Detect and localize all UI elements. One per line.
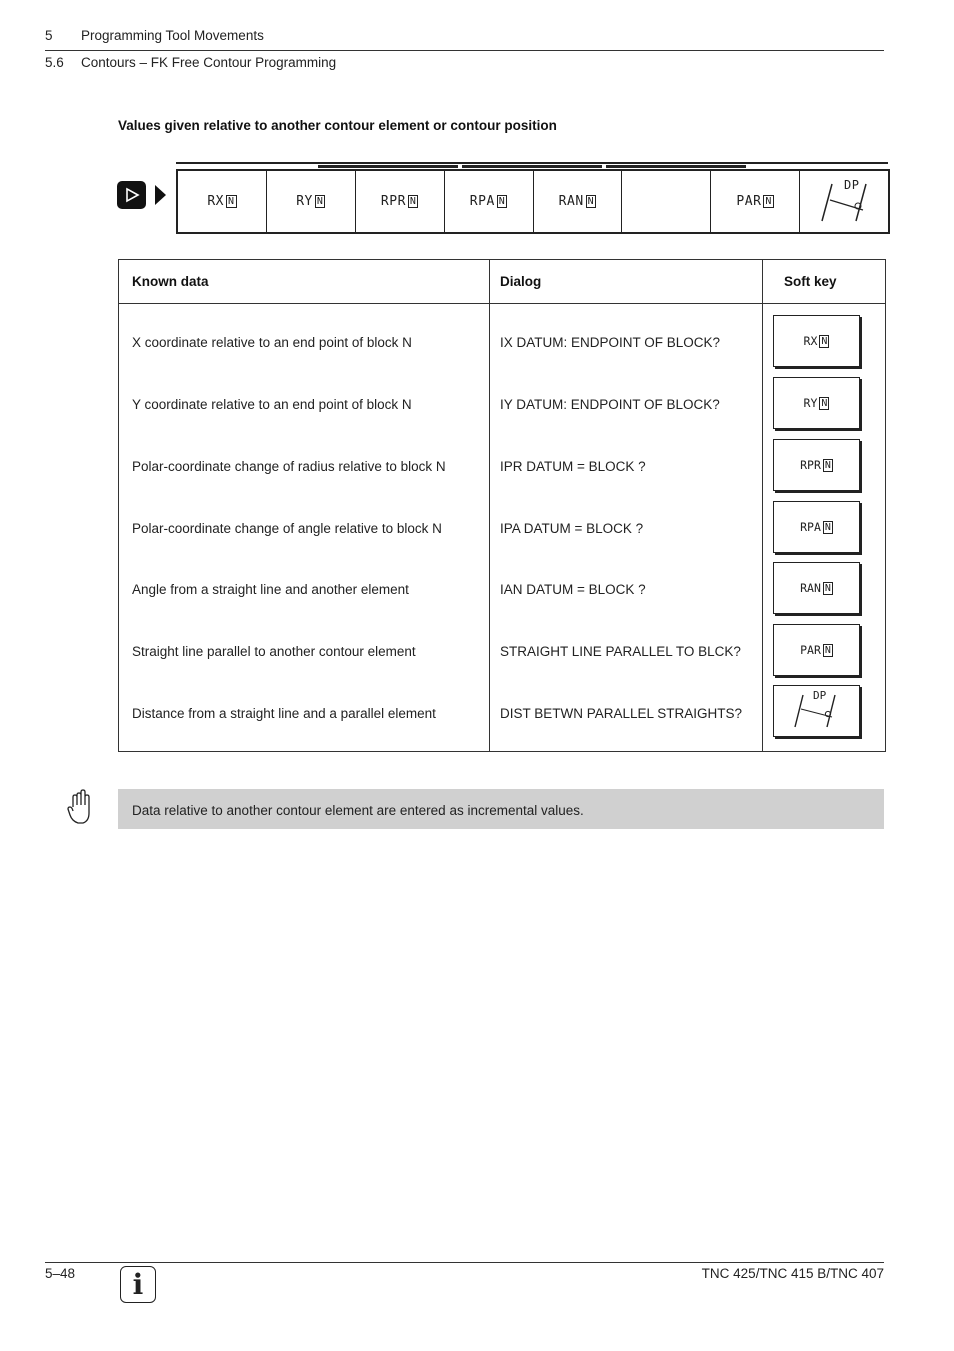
- softkey-dp[interactable]: [800, 171, 888, 232]
- softkey-n-box: N: [316, 196, 324, 207]
- softkey-ry[interactable]: [267, 171, 356, 232]
- softkey-ran[interactable]: [773, 562, 860, 614]
- note-text: Data relative to another contour element are entered as incremental values.: [132, 803, 584, 818]
- softkey-label: RAN: [558, 194, 584, 209]
- softkey-n-box: N: [765, 196, 772, 207]
- known-data-cell: X coordinate relative to an end point of block N: [132, 335, 412, 350]
- softkey-bar: [176, 162, 888, 232]
- note-box: [118, 789, 884, 829]
- softkey-label: RY: [803, 396, 818, 410]
- softkey-label: PAR: [736, 194, 762, 209]
- table-row: [119, 622, 885, 684]
- softkey-n-box: N: [821, 397, 828, 409]
- softkey-n-box: N: [228, 196, 235, 207]
- softkey-empty[interactable]: [622, 171, 711, 232]
- softkey-bar-topline: [176, 162, 888, 164]
- softkey-page-tab: [462, 165, 602, 168]
- arrow-right-icon: [155, 185, 166, 205]
- info-icon: i: [120, 1266, 156, 1303]
- softkey-rpa[interactable]: [445, 171, 534, 232]
- softkey-n-box: N: [824, 644, 831, 656]
- softkey-label: PAR: [800, 643, 821, 657]
- known-data-table: [118, 259, 886, 752]
- dialog-cell: IPA DATUM = BLOCK ?: [500, 521, 644, 536]
- softkey-ry[interactable]: [773, 377, 860, 429]
- play-button[interactable]: [117, 181, 146, 209]
- softkey-label: RY: [296, 194, 313, 209]
- softkey-n-box: N: [409, 196, 417, 207]
- dialog-cell: IX DATUM: ENDPOINT OF BLOCK?: [500, 335, 721, 350]
- softkey-rpr[interactable]: [773, 439, 860, 491]
- known-data-cell: Distance from a straight line and a parallel element: [132, 706, 436, 721]
- known-data-cell: Angle from a straight line and another element: [132, 582, 409, 597]
- dialog-cell: IY DATUM: ENDPOINT OF BLOCK?: [500, 397, 720, 412]
- softkey-label: RX: [803, 334, 818, 348]
- dialog-cell: IPR DATUM = BLOCK ?: [500, 459, 646, 474]
- softkey-rpr[interactable]: [356, 171, 445, 232]
- softkey-rpa[interactable]: [773, 501, 860, 553]
- header-divider: [45, 50, 884, 51]
- header-soft-key: Soft key: [784, 274, 837, 289]
- softkey-label: RPA: [469, 194, 495, 209]
- parallel-lines-icon: [814, 176, 874, 228]
- dp-key-label: DP: [812, 689, 826, 702]
- model-label: TNC 425/TNC 415 B/TNC 407: [701, 1266, 884, 1281]
- known-data-cell: Y coordinate relative to an end point of block N: [132, 397, 412, 412]
- softkey-n-box: N: [824, 582, 831, 594]
- pointing-hand-icon: [66, 789, 96, 829]
- softkey-n-box: N: [587, 196, 595, 207]
- footer-divider: [45, 1262, 884, 1263]
- softkey-n-box: N: [824, 521, 831, 533]
- softkey-dp[interactable]: [773, 685, 860, 737]
- chapter-title: Programming Tool Movements: [81, 28, 264, 43]
- table-row: [119, 560, 885, 622]
- known-data-cell: Polar-coordinate change of angle relative to block N: [132, 521, 442, 536]
- softkey-n-box: N: [824, 459, 831, 471]
- play-icon: [124, 187, 140, 203]
- parallel-lines-icon: [787, 689, 847, 733]
- known-data-cell: Straight line parallel to another contour element: [132, 644, 416, 659]
- softkey-rx[interactable]: [773, 315, 860, 367]
- header-known-data: Known data: [132, 274, 209, 289]
- softkey-rx[interactable]: [178, 171, 267, 232]
- chapter-number: 5: [45, 28, 53, 43]
- softkey-label: RPA: [800, 520, 821, 534]
- softkey-n-box: N: [821, 335, 828, 347]
- dialog-cell: STRAIGHT LINE PARALLEL TO BLCK?: [500, 644, 741, 659]
- dp-key-label: DP: [844, 177, 860, 192]
- softkey-label: RPR: [800, 458, 821, 472]
- softkey-n-box: N: [498, 196, 506, 207]
- softkey-ran[interactable]: [534, 171, 623, 232]
- softkey-label: RPR: [380, 194, 406, 209]
- known-data-cell: Polar-coordinate change of radius relative to block N: [132, 459, 446, 474]
- header-dialog: Dialog: [500, 274, 542, 289]
- softkey-par[interactable]: [711, 171, 800, 232]
- table-row: [119, 436, 885, 498]
- table-row: [119, 498, 885, 560]
- table-row: [119, 374, 885, 436]
- section-title: Contours – FK Free Contour Programming: [81, 55, 337, 70]
- table-row: [119, 684, 885, 746]
- section-number: 5.6: [45, 55, 64, 70]
- table-row: [119, 312, 885, 374]
- section-heading: Values given relative to another contour element or contour position: [118, 118, 557, 133]
- dialog-cell: DIST BETWN PARALLEL STRAIGHTS?: [500, 706, 743, 721]
- softkey-label: RX: [207, 194, 224, 209]
- header-divider: [119, 303, 885, 304]
- softkey-label: RAN: [800, 581, 821, 595]
- softkey-page-tab: [606, 165, 746, 168]
- page-number: 5–48: [45, 1266, 76, 1281]
- softkey-page-tab: [318, 165, 458, 168]
- softkey-par[interactable]: [773, 624, 860, 676]
- dialog-cell: IAN DATUM = BLOCK ?: [500, 582, 646, 597]
